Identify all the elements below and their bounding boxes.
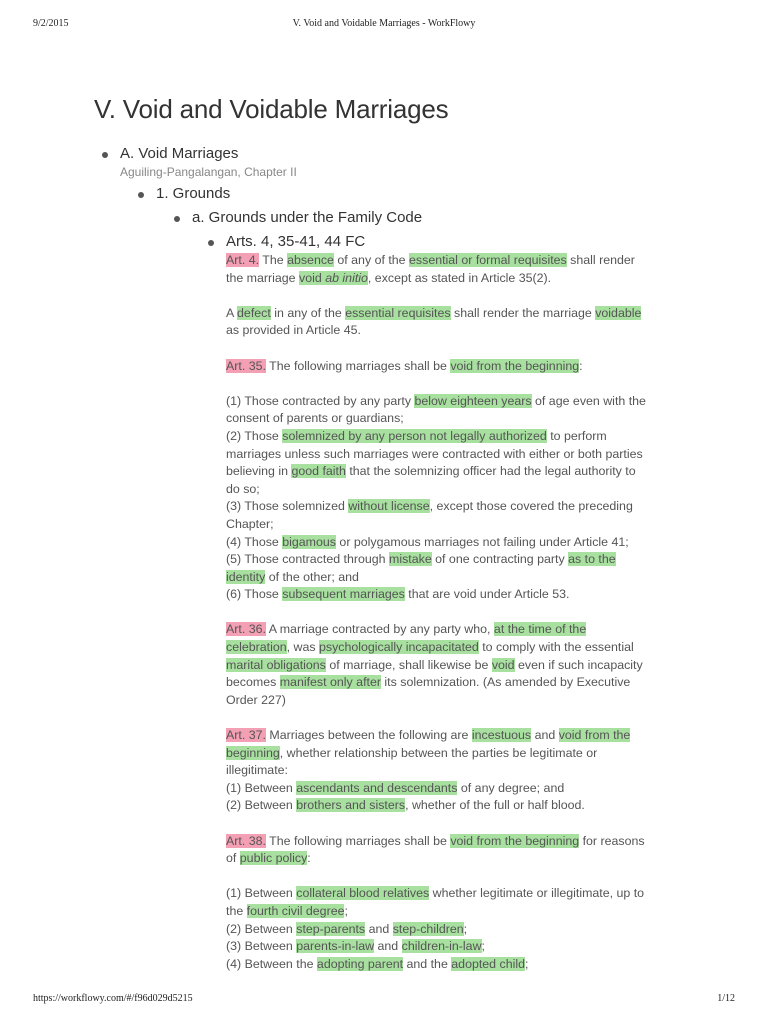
highlighted-text: void — [299, 270, 326, 285]
highlighted-text: essential or formal requisites — [409, 253, 567, 267]
note-line — [226, 569, 686, 587]
note-paragraph — [226, 621, 686, 709]
note-line — [226, 551, 686, 569]
note-paragraph — [226, 727, 686, 815]
note-text: (1) Between — [226, 886, 297, 901]
note-text: ; — [481, 939, 485, 954]
highlighted-text: ascendants and descendants — [296, 780, 458, 795]
note-text: The — [259, 253, 288, 267]
note-text: of any degree; and — [457, 780, 565, 795]
outline-item-void-marriages[interactable]: A. Void Marriages — [120, 145, 239, 162]
highlighted-text: ab initio — [325, 270, 368, 285]
note-text: , whether of the full or half blood. — [405, 798, 585, 813]
highlighted-text: subsequent marriages — [282, 587, 405, 602]
note-text: The following marriages shall be — [265, 833, 451, 848]
note-line — [226, 850, 686, 868]
page-url: https://workflowy.com/#/f96d029d5215 — [33, 993, 193, 1004]
note-paragraph — [226, 358, 686, 376]
note-text: and — [531, 728, 559, 743]
note-text: (4) Between the — [226, 956, 317, 971]
highlighted-text: marital obligations — [226, 657, 326, 672]
note-text: Chapter; — [226, 516, 274, 531]
note-text: to perform — [546, 428, 607, 443]
note-text: illegitimate: — [226, 763, 288, 778]
highlighted-text: void — [491, 657, 515, 672]
note-line — [226, 762, 686, 780]
highlighted-text: parents-in-law — [296, 939, 375, 954]
highlighted-text: step-parents — [296, 921, 366, 936]
note-text: its solemnization. (As amended by Executive — [380, 675, 631, 690]
highlighted-text: brothers and sisters — [296, 798, 406, 813]
note-text: , except as stated in Article 35(2). — [367, 270, 552, 285]
bullet-icon[interactable] — [102, 152, 108, 158]
note-text: whether legitimate or illegitimate, up to — [429, 886, 645, 901]
article-label: Art. 37. — [226, 728, 266, 743]
outline-note-body[interactable] — [226, 252, 686, 991]
note-text: believing in — [226, 464, 292, 479]
note-line — [226, 534, 686, 552]
note-text: of — [226, 851, 240, 866]
highlighted-text: defect — [237, 305, 271, 320]
highlighted-text: adopting parent — [316, 956, 404, 971]
note-line — [226, 463, 686, 481]
note-text: ; — [463, 921, 468, 936]
highlighted-text: children-in-law — [401, 939, 482, 954]
note-line — [226, 797, 686, 815]
page-number: 1/12 — [717, 993, 735, 1004]
note-text: in any of the — [270, 305, 346, 320]
note-line — [226, 833, 686, 851]
note-line — [226, 358, 686, 376]
note-paragraph — [226, 833, 686, 868]
note-text: (2) Between — [226, 798, 297, 813]
highlighted-text: psychologically incapacitated — [319, 640, 479, 655]
outline-item-grounds[interactable]: 1. Grounds — [156, 185, 231, 202]
note-line — [226, 252, 686, 270]
note-line — [226, 692, 686, 710]
note-paragraph — [226, 305, 686, 340]
note-line — [226, 516, 686, 534]
highlighted-text: essential requisites — [345, 305, 451, 320]
print-title: V. Void and Voidable Marriages - WorkFlowy — [292, 18, 476, 29]
article-label: Art. 4. — [226, 253, 260, 267]
note-text: (6) Those — [226, 587, 283, 602]
note-text: of marriage, shall likewise be — [325, 657, 492, 672]
note-text: of age even with the — [531, 393, 646, 408]
note-text: consent of parents or guardians; — [226, 411, 404, 426]
note-text: A — [226, 305, 238, 320]
note-text: and the — [403, 956, 452, 971]
note-text: (5) Those contracted through — [226, 552, 390, 567]
highlighted-text: solemnized by any person not legally authorized — [282, 428, 547, 443]
note-text: and — [365, 921, 393, 936]
article-label: Art. 36. — [226, 622, 266, 637]
note-text: or polygamous marriages not failing under Article 41; — [335, 534, 629, 549]
note-line — [226, 428, 686, 446]
note-text: and — [374, 939, 402, 954]
outline-note-source[interactable]: Aguiling-Pangalangan, Chapter II — [120, 165, 297, 179]
highlighted-text: mistake — [389, 552, 432, 567]
note-line — [226, 956, 686, 974]
note-line — [226, 621, 686, 639]
note-line — [226, 446, 686, 464]
note-text: the — [226, 903, 247, 918]
note-text: Marriages between the following are — [265, 728, 472, 743]
note-text: (1) Those contracted by any party — [226, 393, 415, 408]
highlighted-text: incestuous — [471, 728, 532, 743]
note-text: of one contracting party — [431, 552, 569, 567]
note-text: ; — [344, 903, 348, 918]
note-text: of any of the — [333, 253, 410, 267]
note-line — [226, 322, 686, 340]
note-text: that the solemnizing officer had the legal authority to — [345, 464, 636, 479]
note-line — [226, 305, 686, 323]
note-line — [226, 498, 686, 516]
highlighted-text: void from the — [558, 728, 631, 743]
highlighted-text: collateral blood relatives — [296, 886, 430, 901]
note-text: (2) Those — [226, 428, 283, 443]
note-text: becomes — [226, 675, 280, 690]
note-text: (1) Between — [226, 780, 297, 795]
note-line — [226, 481, 686, 499]
note-line — [226, 586, 686, 604]
outline-item-articles[interactable]: Arts. 4, 35-41, 44 FC — [226, 233, 366, 250]
note-line — [226, 657, 686, 675]
highlighted-text: without license — [348, 499, 430, 514]
bullet-icon[interactable] — [208, 240, 214, 246]
note-paragraph — [226, 393, 686, 604]
note-text: shall render — [566, 253, 635, 267]
highlighted-text: step-children — [392, 921, 464, 936]
note-text: ; — [525, 956, 529, 971]
note-text: , whether relationship between the parties be legitimate or — [279, 745, 598, 760]
note-text: for reasons — [579, 833, 645, 848]
note-text: (3) Those solemnized — [226, 499, 349, 514]
note-text: : — [307, 851, 311, 866]
highlighted-text: manifest only after — [279, 675, 381, 690]
highlighted-text: celebration — [226, 640, 287, 655]
highlighted-text: bigamous — [282, 534, 336, 549]
note-text: (4) Those — [226, 534, 283, 549]
note-text: of the other; and — [265, 569, 359, 584]
note-line — [226, 410, 686, 428]
note-text: marriages unless such marriages were contracted with either or both parties — [226, 446, 643, 461]
note-text: : — [579, 358, 583, 373]
note-text: A marriage contracted by any party who, — [265, 622, 494, 637]
note-text: do so; — [226, 481, 260, 496]
note-line — [226, 885, 686, 903]
article-label: Art. 38. — [226, 833, 266, 848]
note-text: , except those covered the preceding — [429, 499, 633, 514]
note-line — [226, 639, 686, 657]
note-text: as provided in Article 45. — [226, 323, 361, 338]
note-text: Order 227) — [226, 692, 286, 707]
note-text: even if such incapacity — [514, 657, 643, 672]
note-line — [226, 903, 686, 921]
note-text: , was — [286, 640, 319, 655]
highlighted-text: adopted child — [451, 956, 525, 971]
note-line — [226, 727, 686, 745]
bullet-icon[interactable] — [138, 192, 144, 198]
note-paragraph — [226, 252, 686, 287]
note-text: to comply with the essential — [478, 640, 634, 655]
article-label: Art. 35. — [226, 358, 266, 373]
note-text: (2) Between — [226, 921, 297, 936]
highlighted-text: as to the — [568, 552, 616, 567]
note-text: (3) Between — [226, 939, 297, 954]
note-text: The following marriages shall be — [265, 358, 451, 373]
note-text: that are void under Article 53. — [404, 587, 570, 602]
note-paragraph — [226, 885, 686, 973]
outline-item-family-code[interactable]: a. Grounds under the Family Code — [192, 209, 423, 226]
page-title: V. Void and Voidable Marriages — [94, 94, 449, 124]
highlighted-text: voidable — [595, 305, 642, 320]
highlighted-text: below eighteen years — [414, 393, 532, 408]
highlighted-text: good faith — [291, 464, 346, 479]
note-line — [226, 270, 686, 288]
note-line — [226, 921, 686, 939]
highlighted-text: at the time of the — [493, 622, 587, 637]
highlighted-text: identity — [226, 569, 266, 584]
highlighted-text: absence — [287, 253, 334, 267]
note-line — [226, 393, 686, 411]
bullet-icon[interactable] — [174, 216, 180, 222]
highlighted-text: public policy — [239, 851, 308, 866]
highlighted-text: beginning — [226, 745, 280, 760]
note-line — [226, 745, 686, 763]
note-line — [226, 938, 686, 956]
note-line — [226, 674, 686, 692]
note-text: the marriage — [226, 270, 300, 285]
highlighted-text: fourth civil degree — [246, 903, 345, 918]
highlighted-text: void from the beginning — [450, 358, 580, 373]
note-text: shall render the marriage — [450, 305, 596, 320]
note-line — [226, 780, 686, 798]
highlighted-text: void from the beginning — [450, 833, 580, 848]
print-date: 9/2/2015 — [33, 18, 69, 29]
